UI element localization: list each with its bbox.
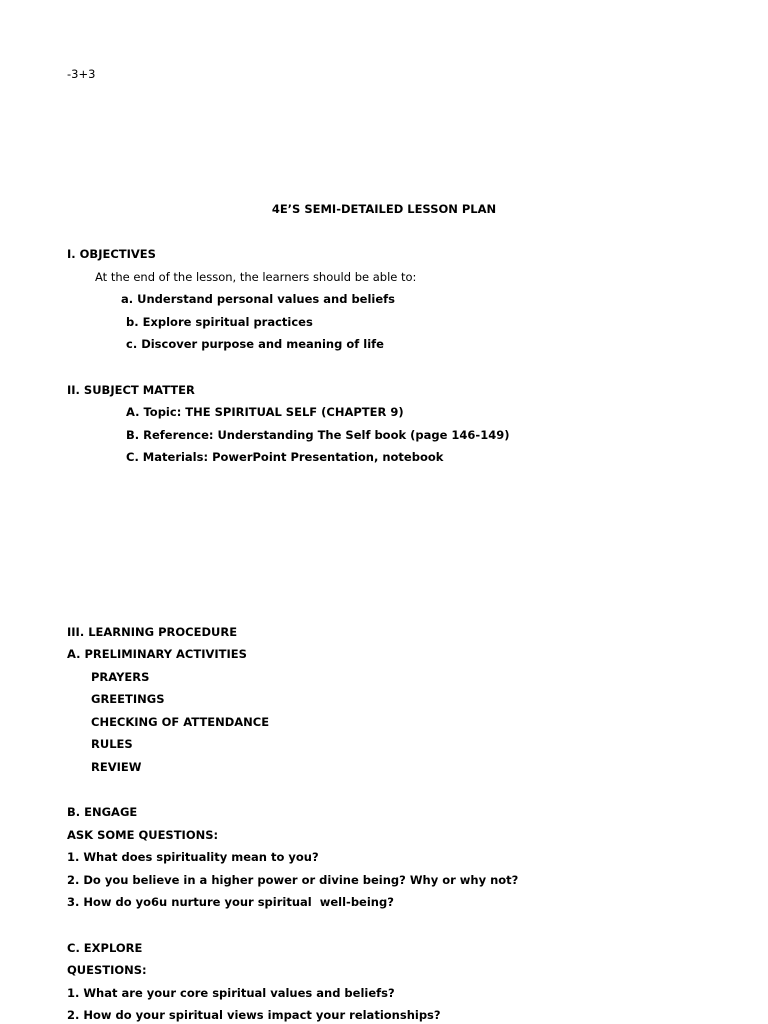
explore-question: 2. How do your spiritual views impact your relationships? <box>67 1008 441 1022</box>
header-code: -3+3 <box>67 67 96 81</box>
document-title: 4E’S SEMI-DETAILED LESSON PLAN <box>271 202 497 216</box>
preliminary-heading: A. PRELIMINARY ACTIVITIES <box>67 647 247 661</box>
objectives-intro: At the end of the lesson, the learners should be able to: <box>95 270 417 284</box>
engage-heading: B. ENGAGE <box>67 805 138 819</box>
objective-item: b. Explore spiritual practices <box>126 315 313 329</box>
learning-procedure-heading: III. LEARNING PROCEDURE <box>67 625 238 639</box>
subject-matter-item: C. Materials: PowerPoint Presentation, notebook <box>126 450 444 464</box>
explore-subheading: QUESTIONS: <box>67 963 147 977</box>
objective-item: c. Discover purpose and meaning of life <box>126 337 384 351</box>
objective-item: a. Understand personal values and beliefs <box>121 292 396 306</box>
explore-question: 1. What are your core spiritual values and beliefs? <box>67 986 395 1000</box>
engage-subheading: ASK SOME QUESTIONS: <box>67 828 219 842</box>
engage-question: 3. How do yo6u nurture your spiritual well-being? <box>67 895 394 909</box>
engage-question: 1. What does spirituality mean to you? <box>67 850 319 864</box>
preliminary-item: GREETINGS <box>91 692 165 706</box>
subject-matter-item: A. Topic: THE SPIRITUAL SELF (CHAPTER 9) <box>126 405 404 419</box>
objectives-heading: I. OBJECTIVES <box>67 247 156 261</box>
engage-question: 2. Do you believe in a higher power or divine being? Why or why not? <box>67 873 519 887</box>
subject-matter-item: B. Reference: Understanding The Self book (page 146-149) <box>126 428 510 442</box>
preliminary-item: RULES <box>91 737 133 751</box>
explore-heading: C. EXPLORE <box>67 941 143 955</box>
preliminary-item: PRAYERS <box>91 670 150 684</box>
preliminary-item: CHECKING OF ATTENDANCE <box>91 715 270 729</box>
preliminary-item: REVIEW <box>91 760 142 774</box>
subject-matter-heading: II. SUBJECT MATTER <box>67 383 195 397</box>
